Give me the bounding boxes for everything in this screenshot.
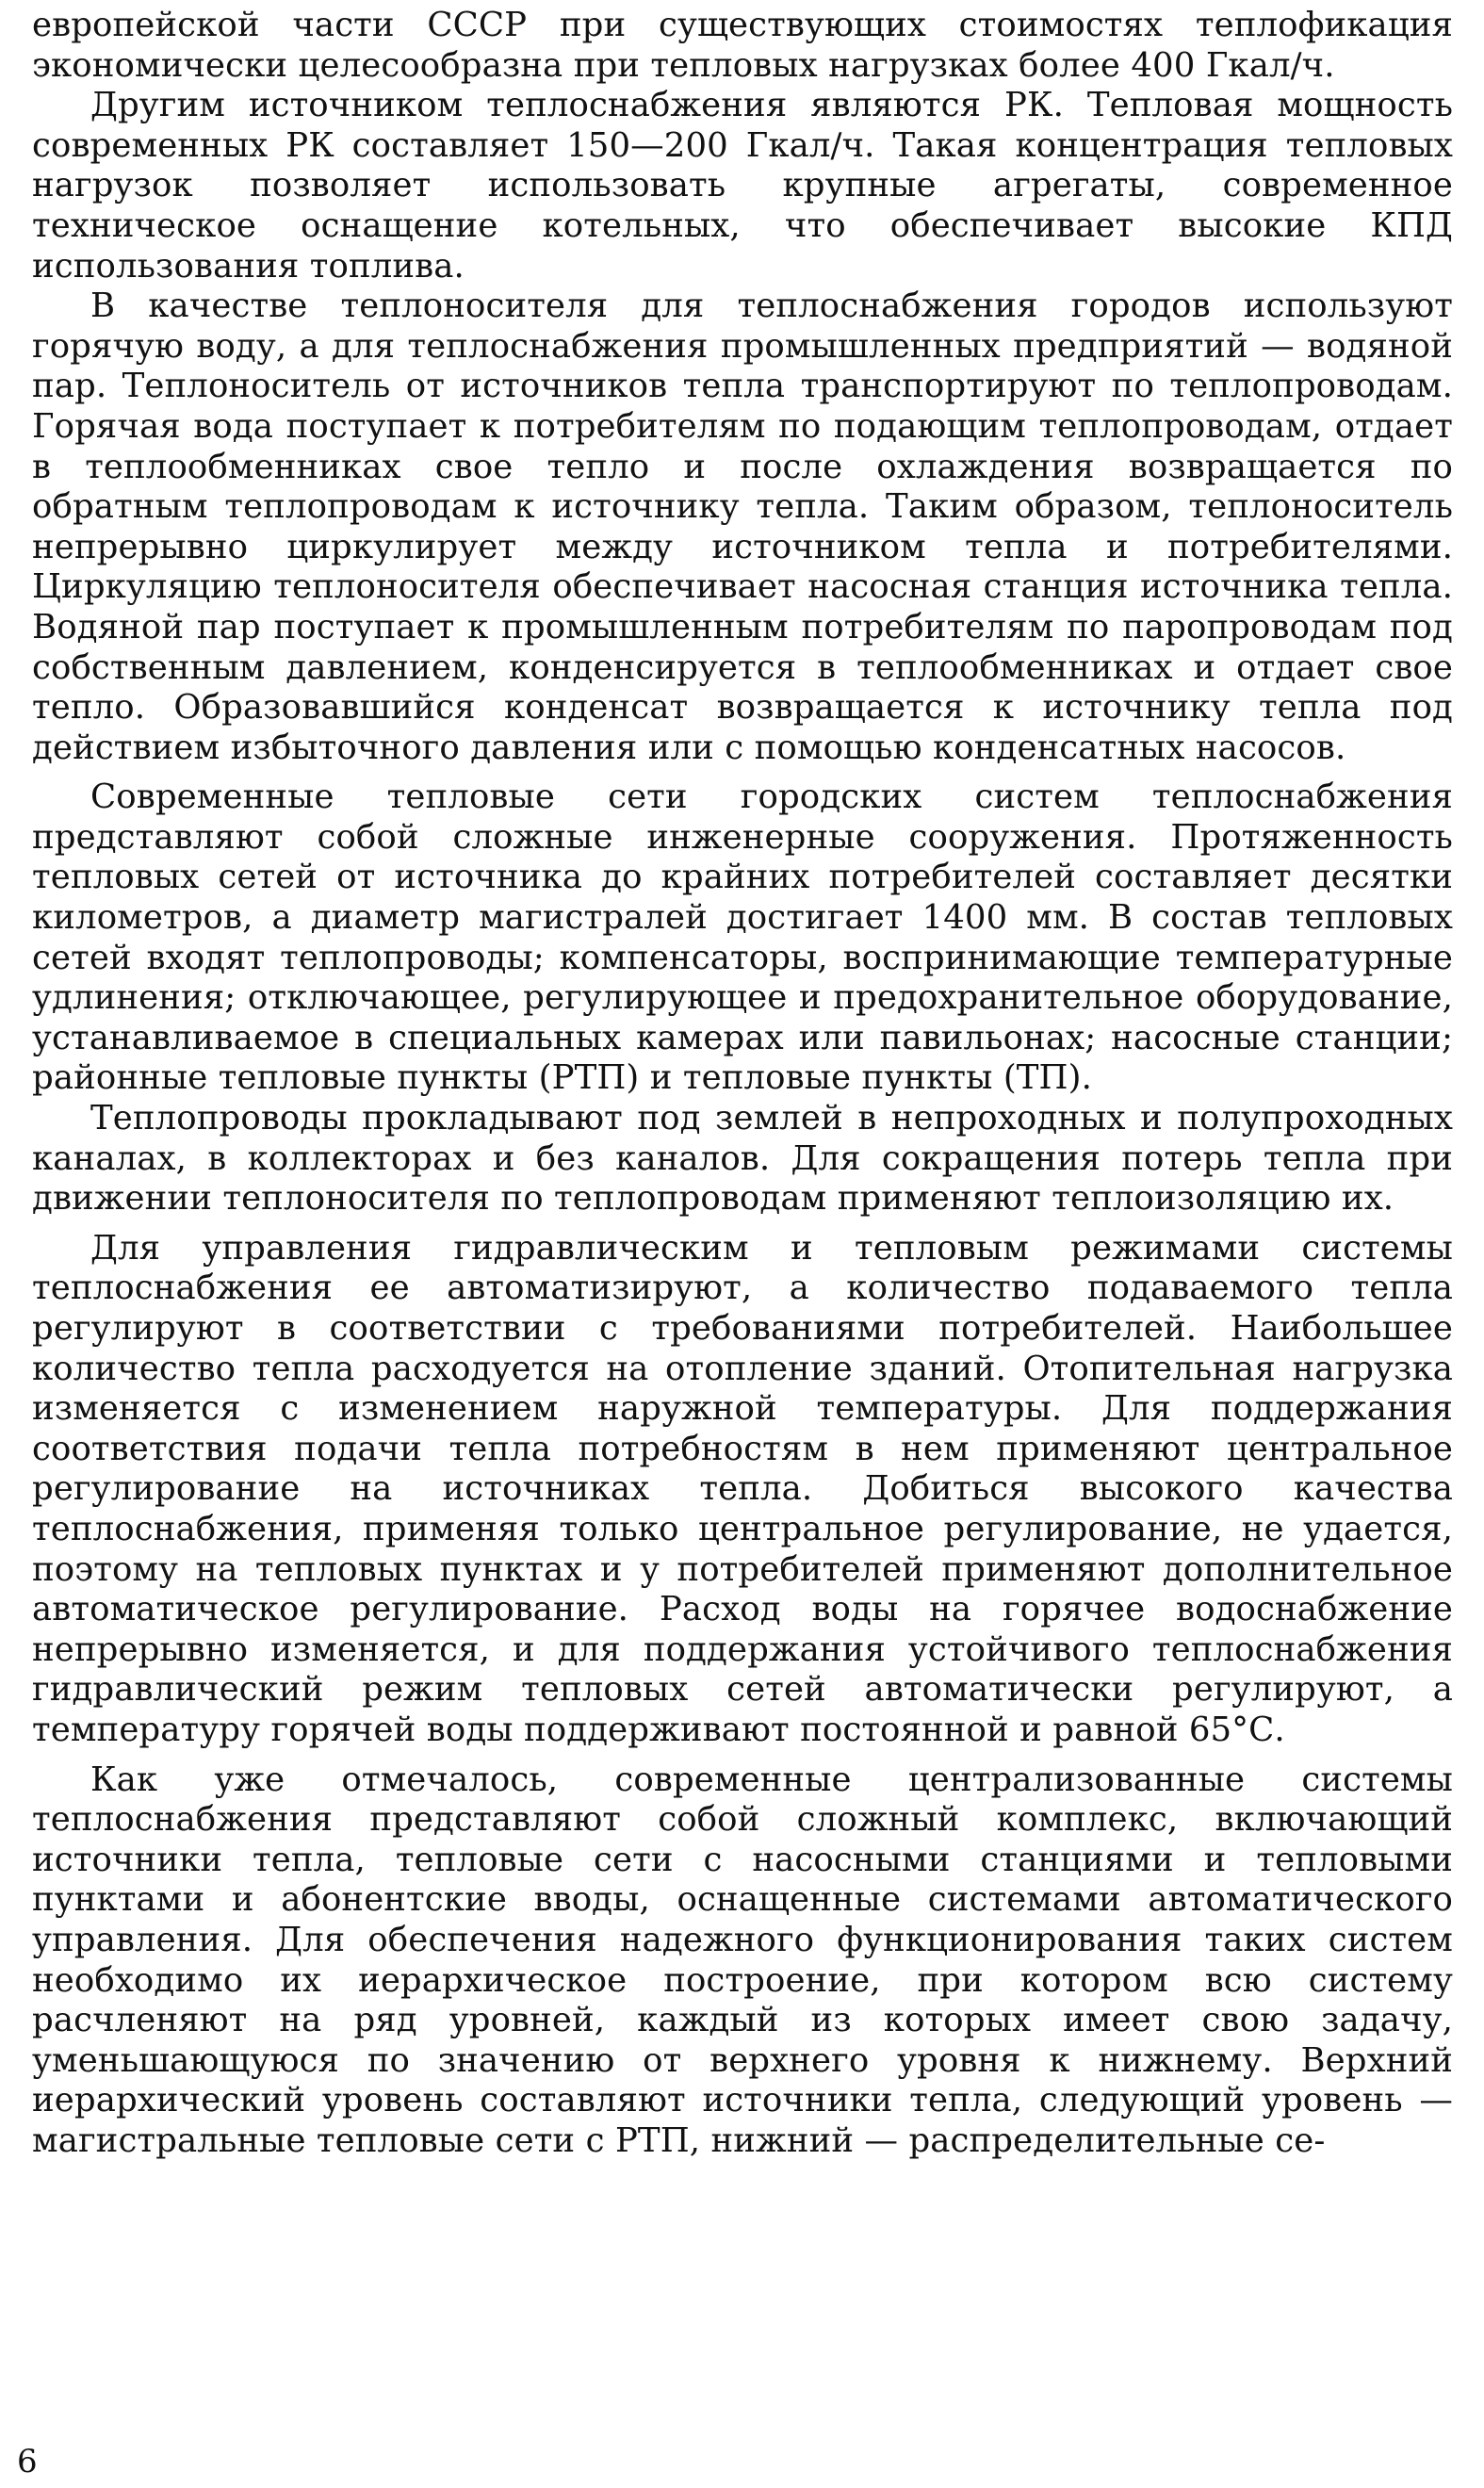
paragraph-district-boilers: Другим источником теплоснабжения являются РК. Тепловая мощность современных РК составляет 150—200 Гкал/ч. Такая концентрация тепловых нагрузок позволяет использовать крупные агрегаты, современное техническое оснащение котельных, что обеспечивает высокие КПД использования топлива. [32, 86, 1453, 286]
paragraph-heat-networks: Современные тепловые сети городских систем теплоснабжения представляют собой сложные инженерные сооружения. Протяженность тепловых сетей от источника до крайних потребителей составляет десятки километров, а диаметр магистралей достигает 1400 мм. В состав тепловых сетей входят теплопроводы; компенсаторы, воспринимающие температурные удлинения; отключающее, регулирующее и предохранительное оборудование, устанавливаемое в специальных камерах или павильонах; насосные станции; районные тепловые пункты (РТП) и тепловые пункты (ТП). [32, 778, 1453, 1098]
page-number: 6 [17, 2443, 38, 2480]
paragraph-hierarchy: Как уже отмечалось, современные централизованные системы теплоснабжения представляют собой сложный комплекс, включающий источники тепла, тепловые сети с насосными станциями и тепловыми пунктами и абонентские вводы, оснащенные системами автоматического управления. Для обеспечения надежного функционирования таких систем необходимо их иерархическое построение, при котором всю систему расчленяют на ряд уровней, каждый из которых имеет свою задачу, уменьшающуюся по значению от верхнего уровня к нижнему. Верхний иерархический уровень составляют источники тепла, следующий уровень — магистральные тепловые сети с РТП, нижний — распределительные се- [32, 1760, 1453, 2160]
page-body [32, 6, 1453, 2161]
paragraph-heat-carrier: В качестве теплоносителя для теплоснабжения городов используют горячую воду, а для теплоснабжения промышленных предприятий — водяной пар. Теплоноситель от источников тепла транспортируют по теплопроводам. Горячая вода поступает к потребителям по подающим теплопроводам, отдает в теплообменниках свое тепло и после охлаждения возвращается по обратным теплопроводам к источнику тепла. Таким образом, теплоноситель непрерывно циркулирует между источником тепла и потребителями. Циркуляцию теплоносителя обеспечивает насосная станция источника тепла. Водяной пар поступает к промышленным потребителям по паропроводам под собственным давлением, конденсируется в теплообменниках и отдает свое тепло. Образовавшийся конденсат возвращается к источнику тепла под действием избыточного давления или с помощью конденсатных насосов. [32, 286, 1453, 767]
paragraph-regulation: Для управления гидравлическим и тепловым режимами системы теплоснабжения ее автоматизируют, а количество подаваемого тепла регулируют в соответствии с требованиями потребителей. Наибольшее количество тепла расходуется на отопление зданий. Отопительная нагрузка изменяется с изменением наружной температуры. Для поддержания соответствия подачи тепла потребностям в нем применяют центральное регулирование на источниках тепла. Добиться высокого качества теплоснабжения, применяя только центральное регулирование, не удается, поэтому на тепловых пунктах и у потребителей применяют дополнительное автоматическое регулирование. Расход воды на горячее водоснабжение непрерывно изменяется, и для поддержания устойчивого теплоснабжения гидравлический режим тепловых сетей автоматически регулируют, а температуру горячей воды поддерживают постоянной и равной 65°С. [32, 1228, 1453, 1749]
paragraph-pipelines: Теплопроводы прокладывают под землей в непроходных и полупроходных каналах, в коллекторах и без каналов. Для сокращения потерь тепла при движении теплоносителя по теплопроводам применяют теплоизоляцию их. [32, 1099, 1453, 1219]
paragraph-continuation: европейской части СССР при существующих стоимостях теплофикация экономически целесообразна при тепловых нагрузках более 400 Гкал/ч. [32, 6, 1453, 85]
